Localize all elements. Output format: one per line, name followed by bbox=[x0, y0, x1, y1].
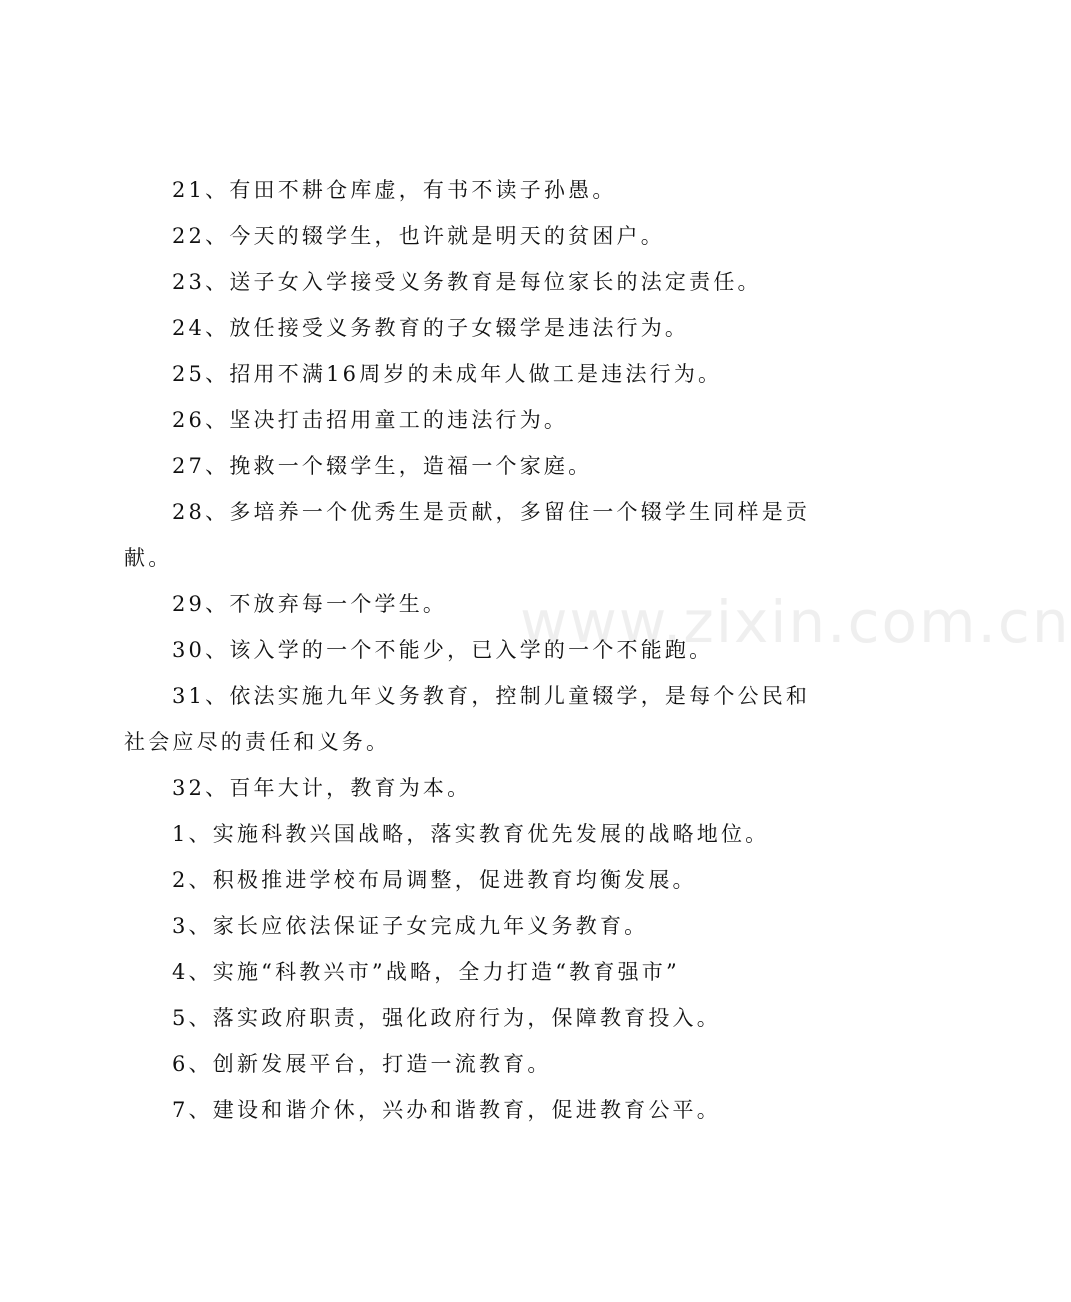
slogan-list bbox=[124, 167, 814, 1133]
slogan-item: 6、创新发展平台，打造一流教育。 bbox=[172, 1052, 552, 1076]
slogan-item: 24、放任接受义务教育的子女辍学是违法行为。 bbox=[172, 316, 690, 340]
slogan-item: 23、送子女入学接受义务教育是每位家长的法定责任。 bbox=[172, 270, 762, 294]
slogan-item: 7、建设和谐介休，兴办和谐教育，促进教育公平。 bbox=[172, 1098, 721, 1122]
slogan-item: 3、家长应依法保证子女完成九年义务教育。 bbox=[172, 914, 649, 938]
slogan-item: 30、该入学的一个不能少，已入学的一个不能跑。 bbox=[172, 638, 714, 662]
slogan-item: 5、落实政府职责，强化政府行为，保障教育投入。 bbox=[172, 1006, 721, 1030]
slogan-item: 22、今天的辍学生，也许就是明天的贫困户。 bbox=[172, 224, 665, 248]
slogan-item: 4、实施“科教兴市”战略，全力打造“教育强市” bbox=[172, 960, 680, 984]
slogan-item: 28、多培养一个优秀生是贡献，多留住一个辍学生同样是贡献。 bbox=[124, 500, 811, 570]
slogan-item: 32、百年大计，教育为本。 bbox=[172, 776, 472, 800]
slogan-item: 1、实施科教兴国战略，落实教育优先发展的战略地位。 bbox=[172, 822, 770, 846]
slogan-item: 25、招用不满16周岁的未成年人做工是违法行为。 bbox=[172, 362, 723, 386]
slogan-item: 29、不放弃每一个学生。 bbox=[172, 592, 448, 616]
slogan-item: 2、积极推进学校布局调整，促进教育均衡发展。 bbox=[172, 868, 697, 892]
slogan-item: 26、坚决打击招用童工的违法行为。 bbox=[172, 408, 569, 432]
slogan-item: 31、依法实施九年义务教育，控制儿童辍学，是每个公民和社会应尽的责任和义务。 bbox=[124, 684, 811, 754]
watermark: www.zixin.com.cn bbox=[520, 588, 1071, 656]
slogan-item: 21、有田不耕仓库虚，有书不读子孙愚。 bbox=[172, 178, 617, 202]
slogan-item: 27、挽救一个辍学生，造福一个家庭。 bbox=[172, 454, 593, 478]
